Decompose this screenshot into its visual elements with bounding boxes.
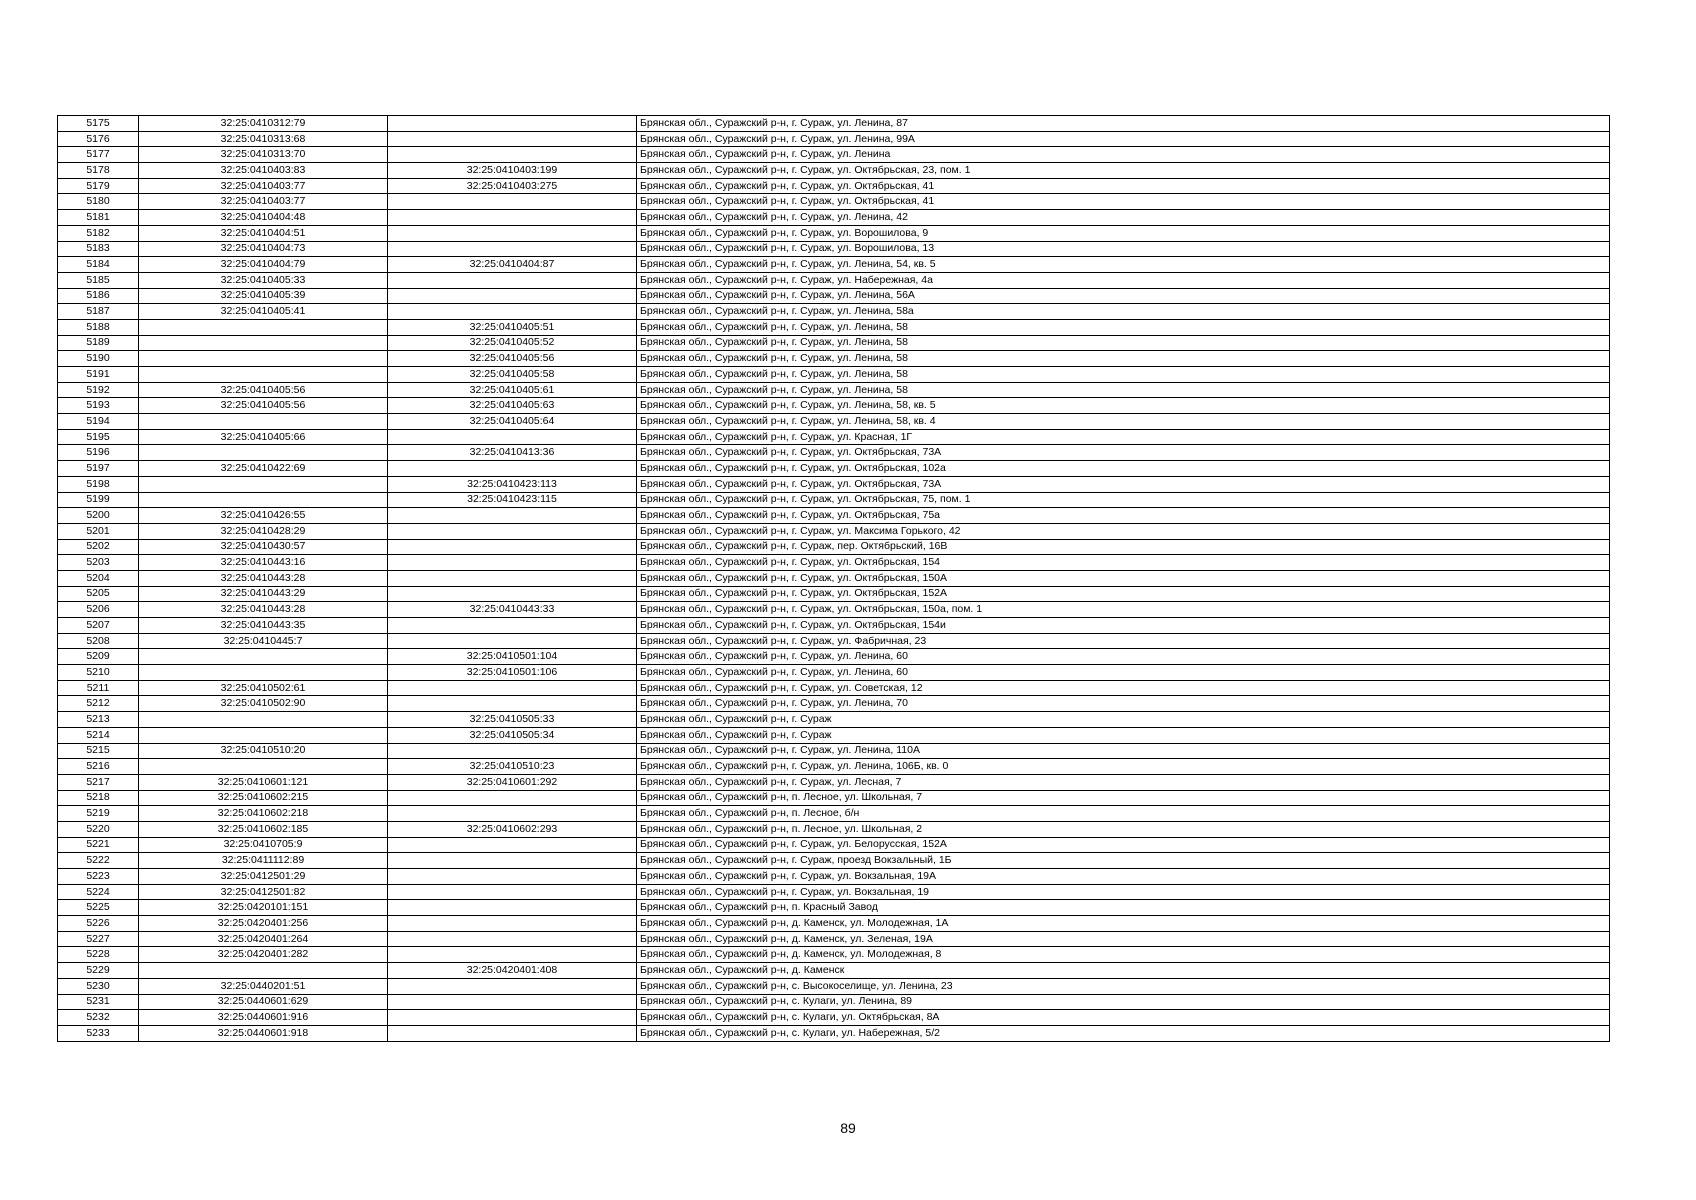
object-cadastral-number-cell <box>388 837 637 853</box>
object-cadastral-number-cell <box>388 884 637 900</box>
land-cadastral-number-cell: 32:25:0410403:77 <box>139 178 388 194</box>
object-cadastral-number-cell: 32:25:0410405:51 <box>388 319 637 335</box>
cadastral-register-table <box>57 115 1610 1042</box>
land-cadastral-number-cell <box>139 445 388 461</box>
address-cell: Брянская обл., Суражский р-н, г. Сураж, ул. Вокзальная, 19 <box>637 884 1610 900</box>
row-number-cell: 5211 <box>58 680 139 696</box>
land-cadastral-number-cell: 32:25:0410405:56 <box>139 398 388 414</box>
land-cadastral-number-cell: 32:25:0410443:16 <box>139 555 388 571</box>
table-row <box>58 319 1610 335</box>
table-row <box>58 116 1610 132</box>
row-number-cell: 5176 <box>58 131 139 147</box>
row-number-cell: 5217 <box>58 774 139 790</box>
row-number-cell: 5188 <box>58 319 139 335</box>
land-cadastral-number-cell: 32:25:0410404:48 <box>139 210 388 226</box>
row-number-cell: 5178 <box>58 163 139 179</box>
address-cell: Брянская обл., Суражский р-н, г. Сураж, ул. Фабричная, 23 <box>637 633 1610 649</box>
object-cadastral-number-cell: 32:25:0410403:199 <box>388 163 637 179</box>
table-row <box>58 869 1610 885</box>
row-number-cell: 5210 <box>58 665 139 681</box>
table-row <box>58 712 1610 728</box>
land-cadastral-number-cell: 32:25:0420101:151 <box>139 900 388 916</box>
table-row <box>58 178 1610 194</box>
address-cell: Брянская обл., Суражский р-н, г. Сураж, ул. Ленина, 99А <box>637 131 1610 147</box>
land-cadastral-number-cell <box>139 414 388 430</box>
address-cell: Брянская обл., Суражский р-н, г. Сураж, пер. Октябрьский, 16В <box>637 539 1610 555</box>
address-cell: Брянская обл., Суражский р-н, г. Сураж, ул. Ленина, 87 <box>637 116 1610 132</box>
land-cadastral-number-cell: 32:25:0410404:79 <box>139 257 388 273</box>
object-cadastral-number-cell: 32:25:0410405:56 <box>388 351 637 367</box>
address-cell: Брянская обл., Суражский р-н, г. Сураж, ул. Ленина, 58 <box>637 382 1610 398</box>
object-cadastral-number-cell: 32:25:0410501:106 <box>388 665 637 681</box>
row-number-cell: 5184 <box>58 257 139 273</box>
address-cell: Брянская обл., Суражский р-н, г. Сураж, ул. Максима Горького, 42 <box>637 523 1610 539</box>
land-cadastral-number-cell <box>139 476 388 492</box>
row-number-cell: 5190 <box>58 351 139 367</box>
land-cadastral-number-cell: 32:25:0410404:73 <box>139 241 388 257</box>
object-cadastral-number-cell <box>388 272 637 288</box>
table-row <box>58 931 1610 947</box>
object-cadastral-number-cell <box>388 853 637 869</box>
land-cadastral-number-cell <box>139 351 388 367</box>
table-row <box>58 790 1610 806</box>
address-cell: Брянская обл., Суражский р-н, г. Сураж, ул. Ленина, 58, кв. 4 <box>637 414 1610 430</box>
address-cell: Брянская обл., Суражский р-н, г. Сураж, ул. Ленина, 54, кв. 5 <box>637 257 1610 273</box>
object-cadastral-number-cell <box>388 570 637 586</box>
land-cadastral-number-cell: 32:25:0410601:121 <box>139 774 388 790</box>
land-cadastral-number-cell: 32:25:0410445:7 <box>139 633 388 649</box>
row-number-cell: 5220 <box>58 821 139 837</box>
address-cell: Брянская обл., Суражский р-н, г. Сураж, ул. Октябрьская, 75а <box>637 508 1610 524</box>
row-number-cell: 5204 <box>58 570 139 586</box>
object-cadastral-number-cell <box>388 633 637 649</box>
address-cell: Брянская обл., Суражский р-н, г. Сураж, ул. Лесная, 7 <box>637 774 1610 790</box>
land-cadastral-number-cell: 32:25:0410602:215 <box>139 790 388 806</box>
table-row <box>58 398 1610 414</box>
row-number-cell: 5195 <box>58 429 139 445</box>
land-cadastral-number-cell: 32:25:0420401:256 <box>139 916 388 932</box>
object-cadastral-number-cell <box>388 555 637 571</box>
address-cell: Брянская обл., Суражский р-н, д. Каменск <box>637 963 1610 979</box>
address-cell: Брянская обл., Суражский р-н, с. Кулаги, ул. Октябрьская, 8А <box>637 1010 1610 1026</box>
table-row <box>58 272 1610 288</box>
land-cadastral-number-cell: 32:25:0410422:69 <box>139 461 388 477</box>
table-row <box>58 649 1610 665</box>
table-row <box>58 555 1610 571</box>
address-cell: Брянская обл., Суражский р-н, п. Красный Завод <box>637 900 1610 916</box>
table-row <box>58 429 1610 445</box>
land-cadastral-number-cell: 32:25:0440601:916 <box>139 1010 388 1026</box>
table-row <box>58 994 1610 1010</box>
land-cadastral-number-cell: 32:25:0440601:629 <box>139 994 388 1010</box>
row-number-cell: 5181 <box>58 210 139 226</box>
row-number-cell: 5218 <box>58 790 139 806</box>
address-cell: Брянская обл., Суражский р-н, д. Каменск, ул. Молодежная, 8 <box>637 947 1610 963</box>
land-cadastral-number-cell: 32:25:0410602:218 <box>139 806 388 822</box>
row-number-cell: 5199 <box>58 492 139 508</box>
table-row <box>58 947 1610 963</box>
land-cadastral-number-cell: 32:25:0410426:55 <box>139 508 388 524</box>
table-row <box>58 806 1610 822</box>
table-row <box>58 837 1610 853</box>
row-number-cell: 5223 <box>58 869 139 885</box>
row-number-cell: 5201 <box>58 523 139 539</box>
address-cell: Брянская обл., Суражский р-н, г. Сураж, проезд Вокзальный, 1Б <box>637 853 1610 869</box>
land-cadastral-number-cell: 32:25:0410404:51 <box>139 225 388 241</box>
table-row <box>58 586 1610 602</box>
table-row <box>58 884 1610 900</box>
row-number-cell: 5177 <box>58 147 139 163</box>
land-cadastral-number-cell: 32:25:0410405:41 <box>139 304 388 320</box>
address-cell: Брянская обл., Суражский р-н, г. Сураж, ул. Октябрьская, 154 <box>637 555 1610 571</box>
row-number-cell: 5206 <box>58 602 139 618</box>
table-row <box>58 288 1610 304</box>
page-number: 89 <box>840 1120 856 1136</box>
row-number-cell: 5203 <box>58 555 139 571</box>
land-cadastral-number-cell: 32:25:0410403:77 <box>139 194 388 210</box>
row-number-cell: 5191 <box>58 367 139 383</box>
row-number-cell: 5214 <box>58 727 139 743</box>
table-row <box>58 900 1610 916</box>
address-cell: Брянская обл., Суражский р-н, г. Сураж, ул. Белорусская, 152А <box>637 837 1610 853</box>
table-row <box>58 743 1610 759</box>
land-cadastral-number-cell <box>139 335 388 351</box>
row-number-cell: 5225 <box>58 900 139 916</box>
land-cadastral-number-cell: 32:25:0410312:79 <box>139 116 388 132</box>
object-cadastral-number-cell <box>388 241 637 257</box>
land-cadastral-number-cell: 32:25:0410443:28 <box>139 570 388 586</box>
table-row <box>58 445 1610 461</box>
object-cadastral-number-cell <box>388 461 637 477</box>
land-cadastral-number-cell: 32:25:0412501:82 <box>139 884 388 900</box>
object-cadastral-number-cell: 32:25:0410403:275 <box>388 178 637 194</box>
land-cadastral-number-cell: 32:25:0410443:28 <box>139 602 388 618</box>
address-cell: Брянская обл., Суражский р-н, г. Сураж, ул. Октябрьская, 152А <box>637 586 1610 602</box>
address-cell: Брянская обл., Суражский р-н, г. Сураж, ул. Ленина, 58 <box>637 335 1610 351</box>
row-number-cell: 5187 <box>58 304 139 320</box>
land-cadastral-number-cell: 32:25:0411112:89 <box>139 853 388 869</box>
land-cadastral-number-cell: 32:25:0440201:51 <box>139 978 388 994</box>
row-number-cell: 5175 <box>58 116 139 132</box>
land-cadastral-number-cell <box>139 492 388 508</box>
table-row <box>58 461 1610 477</box>
land-cadastral-number-cell: 32:25:0410313:70 <box>139 147 388 163</box>
land-cadastral-number-cell <box>139 665 388 681</box>
row-number-cell: 5180 <box>58 194 139 210</box>
address-cell: Брянская обл., Суражский р-н, г. Сураж, ул. Октябрьская, 102а <box>637 461 1610 477</box>
row-number-cell: 5189 <box>58 335 139 351</box>
land-cadastral-number-cell: 32:25:0410428:29 <box>139 523 388 539</box>
address-cell: Брянская обл., Суражский р-н, г. Сураж, ул. Ленина <box>637 147 1610 163</box>
object-cadastral-number-cell: 32:25:0410423:113 <box>388 476 637 492</box>
table-row <box>58 1010 1610 1026</box>
row-number-cell: 5192 <box>58 382 139 398</box>
object-cadastral-number-cell <box>388 508 637 524</box>
object-cadastral-number-cell <box>388 696 637 712</box>
table-row <box>58 759 1610 775</box>
table-row <box>58 367 1610 383</box>
object-cadastral-number-cell: 32:25:0410413:36 <box>388 445 637 461</box>
row-number-cell: 5231 <box>58 994 139 1010</box>
table-row <box>58 351 1610 367</box>
address-cell: Брянская обл., Суражский р-н, г. Сураж, ул. Ворошилова, 13 <box>637 241 1610 257</box>
object-cadastral-number-cell: 32:25:0410501:104 <box>388 649 637 665</box>
object-cadastral-number-cell: 32:25:0410505:33 <box>388 712 637 728</box>
object-cadastral-number-cell <box>388 147 637 163</box>
land-cadastral-number-cell: 32:25:0410430:57 <box>139 539 388 555</box>
land-cadastral-number-cell: 32:25:0440601:918 <box>139 1025 388 1041</box>
address-cell: Брянская обл., Суражский р-н, с. Кулаги, ул. Ленина, 89 <box>637 994 1610 1010</box>
address-cell: Брянская обл., Суражский р-н, д. Каменск, ул. Зеленая, 19А <box>637 931 1610 947</box>
row-number-cell: 5226 <box>58 916 139 932</box>
address-cell: Брянская обл., Суражский р-н, г. Сураж, ул. Октябрьская, 150А <box>637 570 1610 586</box>
object-cadastral-number-cell <box>388 790 637 806</box>
object-cadastral-number-cell <box>388 210 637 226</box>
row-number-cell: 5232 <box>58 1010 139 1026</box>
table-row <box>58 853 1610 869</box>
land-cadastral-number-cell: 32:25:0410510:20 <box>139 743 388 759</box>
object-cadastral-number-cell: 32:25:0410423:115 <box>388 492 637 508</box>
address-cell: Брянская обл., Суражский р-н, г. Сураж, ул. Ленина, 58, кв. 5 <box>637 398 1610 414</box>
table-row <box>58 1025 1610 1041</box>
table-row <box>58 382 1610 398</box>
table-row <box>58 821 1610 837</box>
table-row <box>58 476 1610 492</box>
object-cadastral-number-cell <box>388 225 637 241</box>
address-cell: Брянская обл., Суражский р-н, г. Сураж <box>637 727 1610 743</box>
table-row <box>58 257 1610 273</box>
table-row <box>58 570 1610 586</box>
table-row <box>58 225 1610 241</box>
land-cadastral-number-cell <box>139 712 388 728</box>
object-cadastral-number-cell: 32:25:0410405:61 <box>388 382 637 398</box>
table-row <box>58 147 1610 163</box>
address-cell: Брянская обл., Суражский р-н, г. Сураж, ул. Октябрьская, 73А <box>637 476 1610 492</box>
row-number-cell: 5183 <box>58 241 139 257</box>
address-cell: Брянская обл., Суражский р-н, г. Сураж, ул. Октябрьская, 75, пом. 1 <box>637 492 1610 508</box>
object-cadastral-number-cell <box>388 900 637 916</box>
land-cadastral-number-cell <box>139 759 388 775</box>
row-number-cell: 5182 <box>58 225 139 241</box>
address-cell: Брянская обл., Суражский р-н, г. Сураж, ул. Ленина, 42 <box>637 210 1610 226</box>
row-number-cell: 5198 <box>58 476 139 492</box>
address-cell: Брянская обл., Суражский р-н, г. Сураж, ул. Ленина, 70 <box>637 696 1610 712</box>
row-number-cell: 5228 <box>58 947 139 963</box>
land-cadastral-number-cell <box>139 963 388 979</box>
address-cell: Брянская обл., Суражский р-н, г. Сураж, ул. Октябрьская, 41 <box>637 194 1610 210</box>
land-cadastral-number-cell: 32:25:0410405:39 <box>139 288 388 304</box>
object-cadastral-number-cell <box>388 680 637 696</box>
address-cell: Брянская обл., Суражский р-н, г. Сураж, ул. Ленина, 56А <box>637 288 1610 304</box>
address-cell: Брянская обл., Суражский р-н, г. Сураж, ул. Вокзальная, 19А <box>637 869 1610 885</box>
land-cadastral-number-cell <box>139 319 388 335</box>
row-number-cell: 5194 <box>58 414 139 430</box>
row-number-cell: 5202 <box>58 539 139 555</box>
address-cell: Брянская обл., Суражский р-н, г. Сураж, ул. Красная, 1Г <box>637 429 1610 445</box>
land-cadastral-number-cell: 32:25:0420401:264 <box>139 931 388 947</box>
object-cadastral-number-cell <box>388 1010 637 1026</box>
address-cell: Брянская обл., Суражский р-н, г. Сураж, ул. Набережная, 4а <box>637 272 1610 288</box>
object-cadastral-number-cell <box>388 869 637 885</box>
address-cell: Брянская обл., Суражский р-н, г. Сураж, ул. Ленина, 60 <box>637 649 1610 665</box>
object-cadastral-number-cell: 32:25:0410405:58 <box>388 367 637 383</box>
address-cell: Брянская обл., Суражский р-н, г. Сураж, ул. Ленина, 60 <box>637 665 1610 681</box>
address-cell: Брянская обл., Суражский р-н, г. Сураж, ул. Ленина, 58 <box>637 351 1610 367</box>
land-cadastral-number-cell: 32:25:0410602:185 <box>139 821 388 837</box>
table-row <box>58 131 1610 147</box>
row-number-cell: 5224 <box>58 884 139 900</box>
land-cadastral-number-cell: 32:25:0420401:282 <box>139 947 388 963</box>
table-row <box>58 335 1610 351</box>
address-cell: Брянская обл., Суражский р-н, г. Сураж, ул. Октябрьская, 73А <box>637 445 1610 461</box>
address-cell: Брянская обл., Суражский р-н, г. Сураж, ул. Октябрьская, 41 <box>637 178 1610 194</box>
row-number-cell: 5212 <box>58 696 139 712</box>
table-row <box>58 727 1610 743</box>
land-cadastral-number-cell: 32:25:0410405:33 <box>139 272 388 288</box>
table-row <box>58 680 1610 696</box>
row-number-cell: 5209 <box>58 649 139 665</box>
table-row <box>58 523 1610 539</box>
table-row <box>58 414 1610 430</box>
object-cadastral-number-cell <box>388 539 637 555</box>
address-cell: Брянская обл., Суражский р-н, п. Лесное, ул. Школьная, 7 <box>637 790 1610 806</box>
table-row <box>58 210 1610 226</box>
table-row <box>58 492 1610 508</box>
row-number-cell: 5222 <box>58 853 139 869</box>
object-cadastral-number-cell: 32:25:0420401:408 <box>388 963 637 979</box>
object-cadastral-number-cell <box>388 806 637 822</box>
object-cadastral-number-cell <box>388 916 637 932</box>
object-cadastral-number-cell: 32:25:0410405:64 <box>388 414 637 430</box>
land-cadastral-number-cell <box>139 727 388 743</box>
object-cadastral-number-cell: 32:25:0410601:292 <box>388 774 637 790</box>
object-cadastral-number-cell <box>388 743 637 759</box>
table-row <box>58 304 1610 320</box>
row-number-cell: 5197 <box>58 461 139 477</box>
object-cadastral-number-cell <box>388 429 637 445</box>
object-cadastral-number-cell <box>388 523 637 539</box>
object-cadastral-number-cell <box>388 994 637 1010</box>
object-cadastral-number-cell <box>388 947 637 963</box>
row-number-cell: 5193 <box>58 398 139 414</box>
table-row <box>58 194 1610 210</box>
object-cadastral-number-cell <box>388 288 637 304</box>
table-row <box>58 916 1610 932</box>
row-number-cell: 5227 <box>58 931 139 947</box>
object-cadastral-number-cell: 32:25:0410602:293 <box>388 821 637 837</box>
address-cell: Брянская обл., Суражский р-н, г. Сураж, ул. Ленина, 58 <box>637 319 1610 335</box>
row-number-cell: 5229 <box>58 963 139 979</box>
land-cadastral-number-cell <box>139 367 388 383</box>
row-number-cell: 5207 <box>58 618 139 634</box>
row-number-cell: 5221 <box>58 837 139 853</box>
land-cadastral-number-cell: 32:25:0410502:61 <box>139 680 388 696</box>
object-cadastral-number-cell <box>388 131 637 147</box>
address-cell: Брянская обл., Суражский р-н, г. Сураж, ул. Ленина, 58а <box>637 304 1610 320</box>
table-row <box>58 539 1610 555</box>
address-cell: Брянская обл., Суражский р-н, г. Сураж, ул. Октябрьская, 150а, пом. 1 <box>637 602 1610 618</box>
table-row <box>58 696 1610 712</box>
address-cell: Брянская обл., Суражский р-н, п. Лесное, б/н <box>637 806 1610 822</box>
object-cadastral-number-cell <box>388 194 637 210</box>
address-cell: Брянская обл., Суражский р-н, г. Сураж, ул. Октябрьская, 23, пом. 1 <box>637 163 1610 179</box>
address-cell: Брянская обл., Суражский р-н, г. Сураж, ул. Октябрьская, 154и <box>637 618 1610 634</box>
address-cell: Брянская обл., Суражский р-н, г. Сураж, ул. Советская, 12 <box>637 680 1610 696</box>
row-number-cell: 5215 <box>58 743 139 759</box>
object-cadastral-number-cell: 32:25:0410405:63 <box>388 398 637 414</box>
row-number-cell: 5185 <box>58 272 139 288</box>
object-cadastral-number-cell <box>388 116 637 132</box>
table-row <box>58 241 1610 257</box>
address-cell: Брянская обл., Суражский р-н, с. Кулаги, ул. Набережная, 5/2 <box>637 1025 1610 1041</box>
land-cadastral-number-cell: 32:25:0410502:90 <box>139 696 388 712</box>
row-number-cell: 5200 <box>58 508 139 524</box>
row-number-cell: 5216 <box>58 759 139 775</box>
address-cell: Брянская обл., Суражский р-н, г. Сураж, ул. Ленина, 58 <box>637 367 1610 383</box>
address-cell: Брянская обл., Суражский р-н, д. Каменск, ул. Молодежная, 1А <box>637 916 1610 932</box>
land-cadastral-number-cell: 32:25:0412501:29 <box>139 869 388 885</box>
object-cadastral-number-cell <box>388 931 637 947</box>
object-cadastral-number-cell: 32:25:0410510:23 <box>388 759 637 775</box>
row-number-cell: 5186 <box>58 288 139 304</box>
address-cell: Брянская обл., Суражский р-н, г. Сураж <box>637 712 1610 728</box>
row-number-cell: 5213 <box>58 712 139 728</box>
address-cell: Брянская обл., Суражский р-н, г. Сураж, ул. Ворошилова, 9 <box>637 225 1610 241</box>
address-cell: Брянская обл., Суражский р-н, с. Высокоселище, ул. Ленина, 23 <box>637 978 1610 994</box>
table-row <box>58 665 1610 681</box>
table-row <box>58 163 1610 179</box>
row-number-cell: 5233 <box>58 1025 139 1041</box>
object-cadastral-number-cell <box>388 304 637 320</box>
land-cadastral-number-cell: 32:25:0410705:9 <box>139 837 388 853</box>
land-cadastral-number-cell: 32:25:0410443:29 <box>139 586 388 602</box>
table-body <box>58 116 1610 1042</box>
table-row <box>58 508 1610 524</box>
land-cadastral-number-cell: 32:25:0410403:83 <box>139 163 388 179</box>
table-row <box>58 978 1610 994</box>
row-number-cell: 5179 <box>58 178 139 194</box>
address-cell: Брянская обл., Суражский р-н, г. Сураж, ул. Ленина, 106Б, кв. 0 <box>637 759 1610 775</box>
row-number-cell: 5196 <box>58 445 139 461</box>
object-cadastral-number-cell: 32:25:0410443:33 <box>388 602 637 618</box>
object-cadastral-number-cell <box>388 618 637 634</box>
object-cadastral-number-cell <box>388 1025 637 1041</box>
address-cell: Брянская обл., Суражский р-н, п. Лесное, ул. Школьная, 2 <box>637 821 1610 837</box>
address-cell: Брянская обл., Суражский р-н, г. Сураж, ул. Ленина, 110А <box>637 743 1610 759</box>
row-number-cell: 5205 <box>58 586 139 602</box>
row-number-cell: 5230 <box>58 978 139 994</box>
table-row <box>58 602 1610 618</box>
table-row <box>58 618 1610 634</box>
row-number-cell: 5219 <box>58 806 139 822</box>
table-row <box>58 774 1610 790</box>
object-cadastral-number-cell: 32:25:0410505:34 <box>388 727 637 743</box>
land-cadastral-number-cell: 32:25:0410405:56 <box>139 382 388 398</box>
land-cadastral-number-cell: 32:25:0410313:68 <box>139 131 388 147</box>
object-cadastral-number-cell <box>388 978 637 994</box>
object-cadastral-number-cell: 32:25:0410404:87 <box>388 257 637 273</box>
row-number-cell: 5208 <box>58 633 139 649</box>
land-cadastral-number-cell <box>139 649 388 665</box>
object-cadastral-number-cell: 32:25:0410405:52 <box>388 335 637 351</box>
table-row <box>58 963 1610 979</box>
land-cadastral-number-cell: 32:25:0410405:66 <box>139 429 388 445</box>
object-cadastral-number-cell <box>388 586 637 602</box>
land-cadastral-number-cell: 32:25:0410443:35 <box>139 618 388 634</box>
table-row <box>58 633 1610 649</box>
